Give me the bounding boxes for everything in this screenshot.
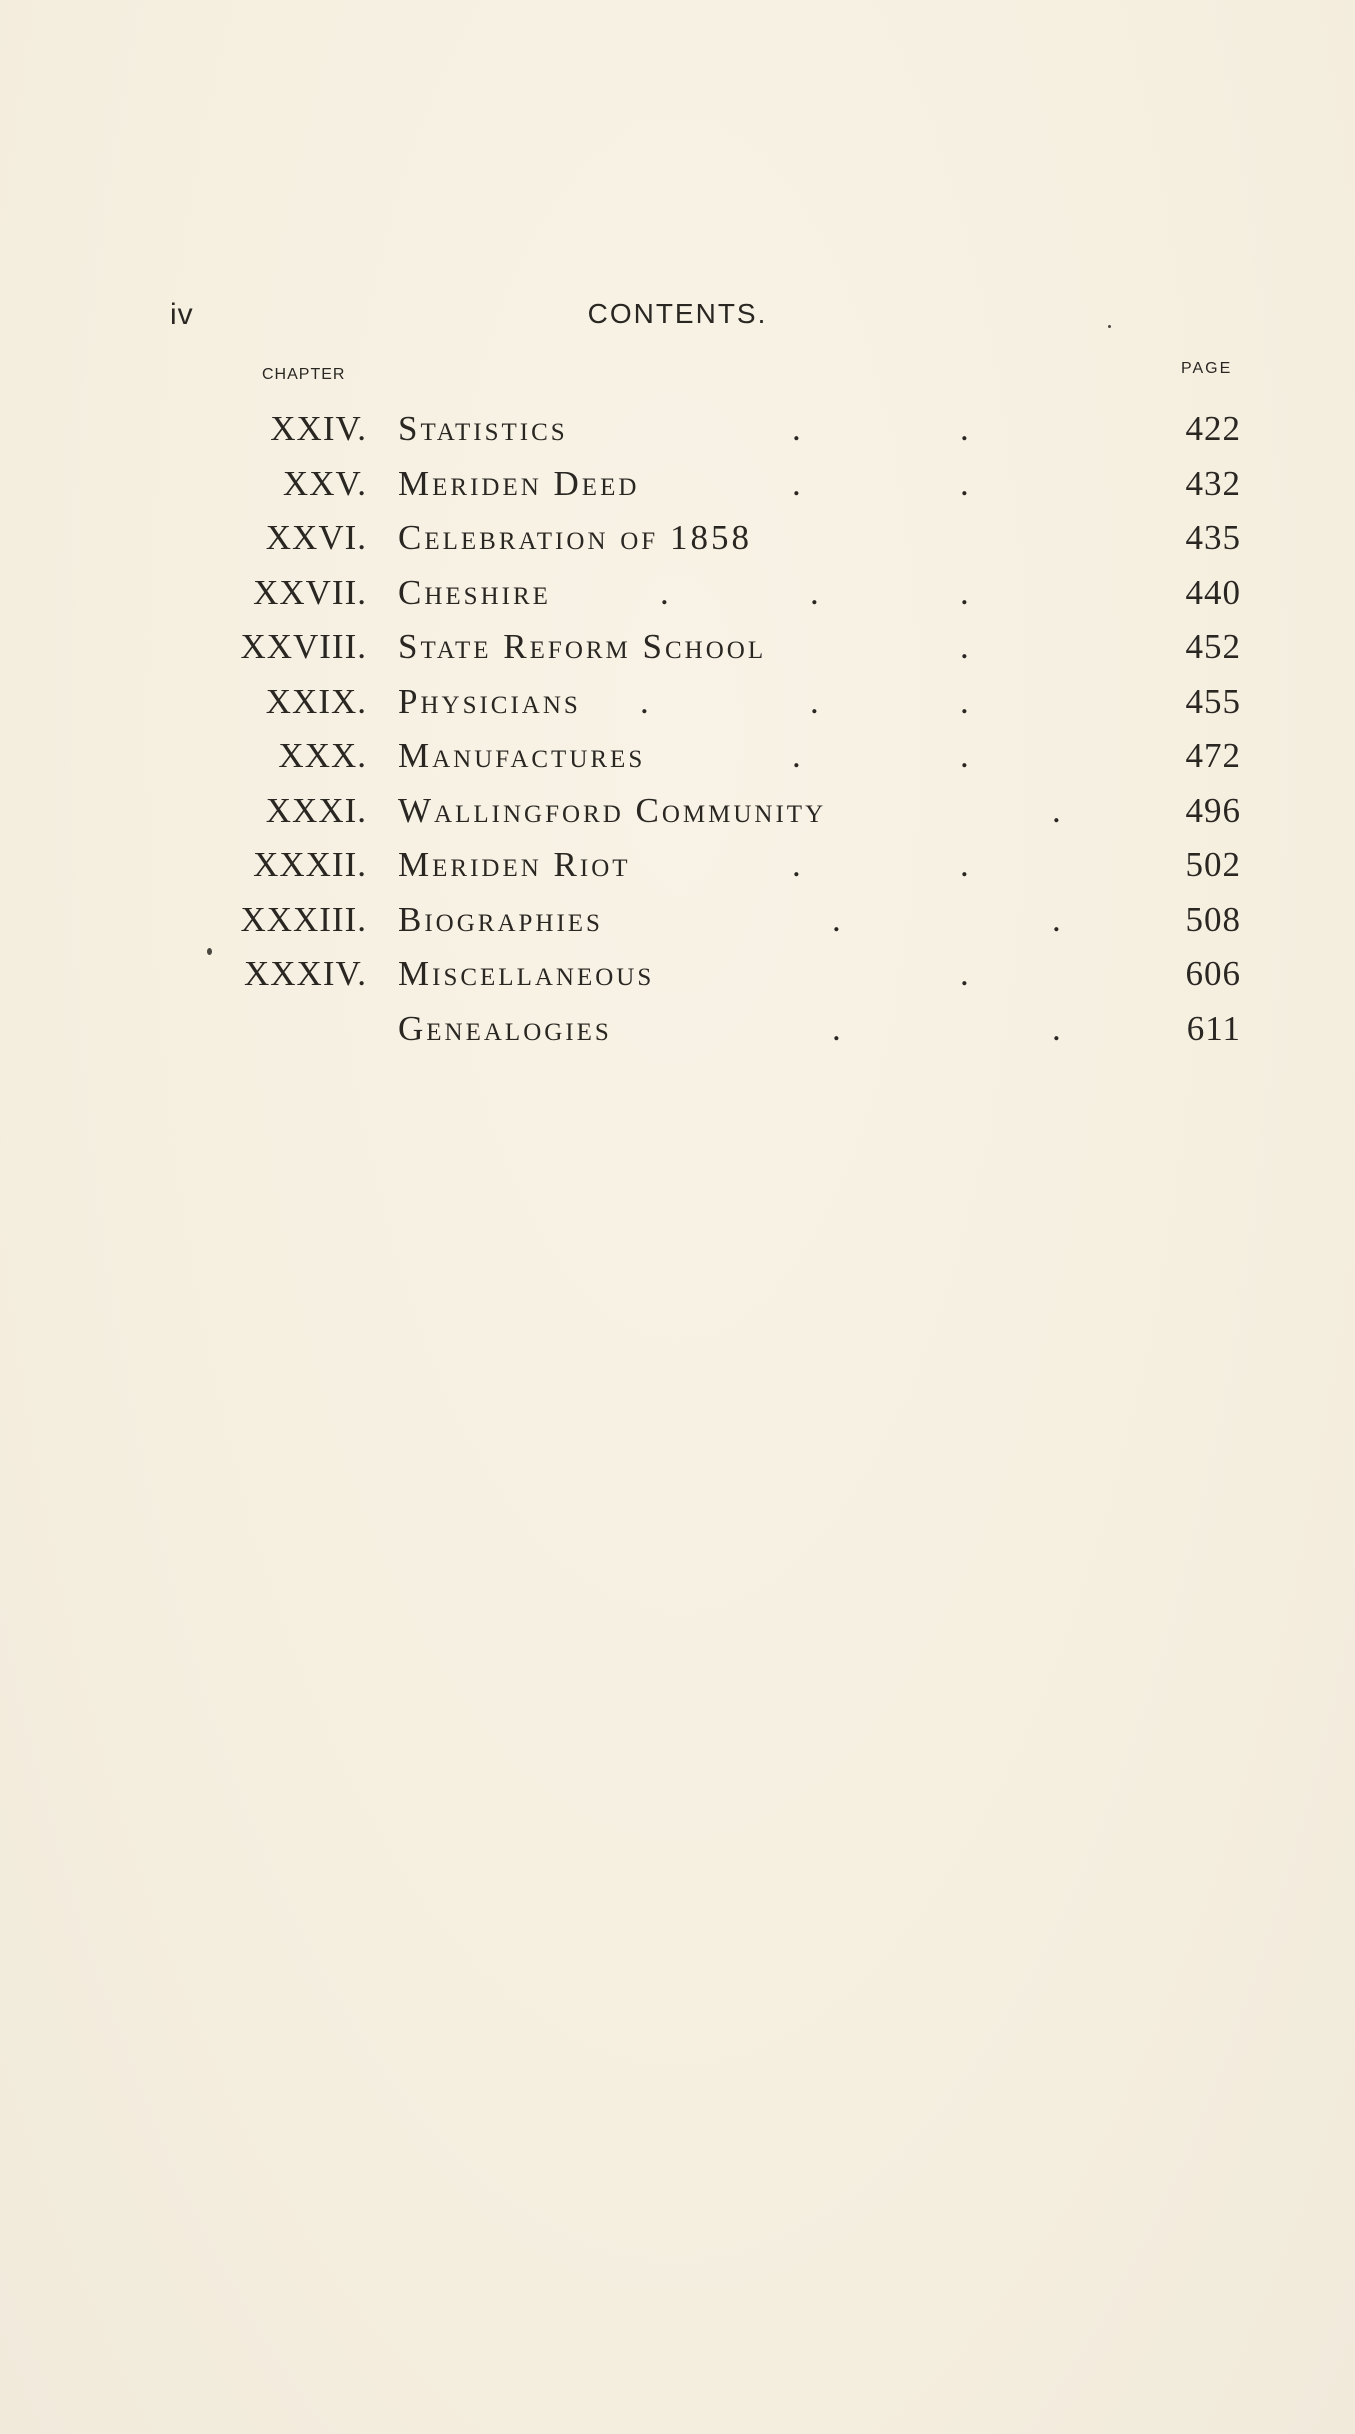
page-ref: 452 — [1185, 627, 1241, 666]
toc-entry — [0, 511, 1355, 566]
chapter-title: Statistics — [398, 409, 568, 448]
page-ref: 502 — [1185, 845, 1241, 884]
chapter-number: XXXIV. — [244, 954, 367, 993]
chapter-title: Cheshire — [398, 572, 551, 612]
toc-entry — [0, 893, 1355, 948]
chapter-number: XXXIII. — [240, 899, 367, 939]
ink-speck — [1108, 325, 1111, 328]
toc-entry — [0, 784, 1355, 839]
chapter-column-label: CHAPTER — [262, 366, 346, 383]
chapter-title: Manufactures — [398, 736, 646, 775]
toc-entry — [0, 457, 1355, 512]
chapter-number: XXXII. — [253, 845, 367, 884]
chapter-number: XXVI. — [265, 518, 367, 557]
toc-entry — [0, 402, 1355, 457]
toc-entry — [0, 620, 1355, 675]
leader-dot: . — [960, 954, 969, 993]
page-number: iv — [170, 298, 194, 331]
column-labels — [0, 360, 1355, 396]
page-ref: 508 — [1185, 899, 1241, 939]
leader-dot: . — [792, 736, 801, 775]
leader-dot: . — [960, 409, 969, 448]
chapter-title: Wallingford Community — [398, 790, 827, 830]
chapter-title: Meriden Deed — [398, 463, 640, 503]
toc-entry — [0, 566, 1355, 621]
toc-entry — [0, 675, 1355, 730]
page-ref: 611 — [1186, 1008, 1241, 1048]
leader-dot: . — [832, 899, 841, 939]
chapter-number: XXV. — [282, 463, 367, 503]
leader-dot: . — [810, 572, 819, 612]
leader-dot: . — [792, 409, 801, 448]
toc-entry — [0, 1002, 1355, 1057]
leader-dot: . — [832, 1008, 841, 1048]
toc-entry — [0, 838, 1355, 893]
chapter-title: Meriden Riot — [398, 845, 631, 884]
leader-dot: . — [660, 572, 669, 612]
chapter-number: XXXI. — [265, 790, 367, 830]
table-of-contents — [0, 402, 1355, 1056]
toc-entry — [0, 729, 1355, 784]
page-ref: 435 — [1185, 518, 1241, 557]
leader-dot: . — [1052, 899, 1061, 939]
chapter-title: Biographies — [398, 899, 603, 939]
chapter-title: Genealogies — [398, 1008, 612, 1048]
chapter-number: XXVIII. — [240, 627, 367, 666]
leader-dot: . — [1052, 790, 1061, 830]
page-ref: 455 — [1185, 681, 1241, 721]
leader-dot: . — [960, 845, 969, 884]
page-header — [0, 298, 1355, 348]
leader-dot: . — [640, 681, 649, 721]
leader-dot: . — [960, 572, 969, 612]
leader-dot: . — [792, 845, 801, 884]
toc-entry — [0, 947, 1355, 1002]
chapter-number: XXIX. — [265, 681, 367, 721]
leader-dot: . — [960, 627, 969, 666]
chapter-number: XXVII. — [253, 572, 367, 612]
leader-dot: . — [960, 736, 969, 775]
page-ref: 472 — [1185, 736, 1241, 775]
leader-dot: . — [1052, 1008, 1061, 1048]
page-column-label: PAGE — [1181, 360, 1233, 377]
page-ref: 432 — [1185, 463, 1241, 503]
page-ref: 496 — [1185, 790, 1241, 830]
chapter-number: XXIV. — [270, 409, 367, 448]
page-ref: 422 — [1185, 409, 1241, 448]
leader-dot: . — [810, 681, 819, 721]
page-ref: 606 — [1185, 954, 1241, 993]
page-ref: 440 — [1185, 572, 1241, 612]
chapter-title: State Reform School — [398, 627, 767, 666]
leader-dot: . — [792, 463, 801, 503]
ink-speck — [207, 948, 212, 955]
leader-dot: . — [960, 463, 969, 503]
chapter-title: Physicians — [398, 681, 581, 721]
chapter-number: XXX. — [278, 736, 367, 775]
chapter-title: Miscellaneous — [398, 954, 655, 993]
chapter-title: Celebration of 1858 — [398, 518, 752, 557]
leader-dot: . — [960, 681, 969, 721]
running-title: CONTENTS. — [587, 298, 768, 329]
